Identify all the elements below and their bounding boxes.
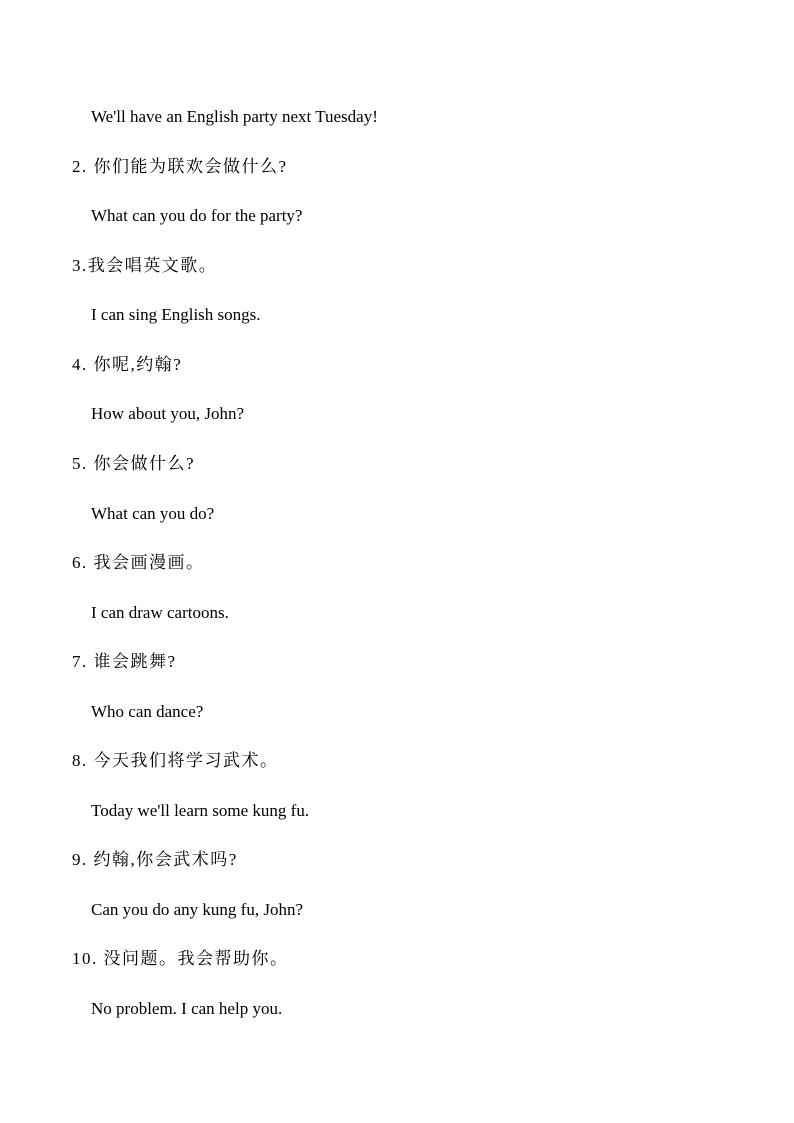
chinese-sentence-7: 7. 谁会跳舞? xyxy=(72,652,177,671)
english-sentence-8: Today we'll learn some kung fu. xyxy=(91,801,310,820)
chinese-sentence-2: 2. 你们能为联欢会做什么? xyxy=(72,157,288,176)
chinese-sentence-10: 10. 没问题。我会帮助你。 xyxy=(72,949,289,968)
english-sentence-5: What can you do? xyxy=(91,504,215,523)
english-sentence-4: How about you, John? xyxy=(91,404,244,423)
chinese-sentence-3: 3.我会唱英文歌。 xyxy=(72,256,218,275)
english-sentence-1: We'll have an English party next Tuesday! xyxy=(91,107,378,126)
english-sentence-9: Can you do any kung fu, John? xyxy=(91,900,304,919)
chinese-sentence-9: 9. 约翰,你会武术吗? xyxy=(72,850,238,869)
english-sentence-10: No problem. I can help you. xyxy=(91,999,283,1018)
chinese-sentence-4: 4. 你呢,约翰? xyxy=(72,355,183,374)
chinese-sentence-8: 8. 今天我们将学习武术。 xyxy=(72,751,279,770)
english-sentence-6: I can draw cartoons. xyxy=(91,603,229,622)
english-sentence-2: What can you do for the party? xyxy=(91,206,303,225)
chinese-sentence-6: 6. 我会画漫画。 xyxy=(72,553,205,572)
chinese-sentence-5: 5. 你会做什么? xyxy=(72,454,196,473)
english-sentence-7: Who can dance? xyxy=(91,702,204,721)
english-sentence-3: I can sing English songs. xyxy=(91,305,261,324)
